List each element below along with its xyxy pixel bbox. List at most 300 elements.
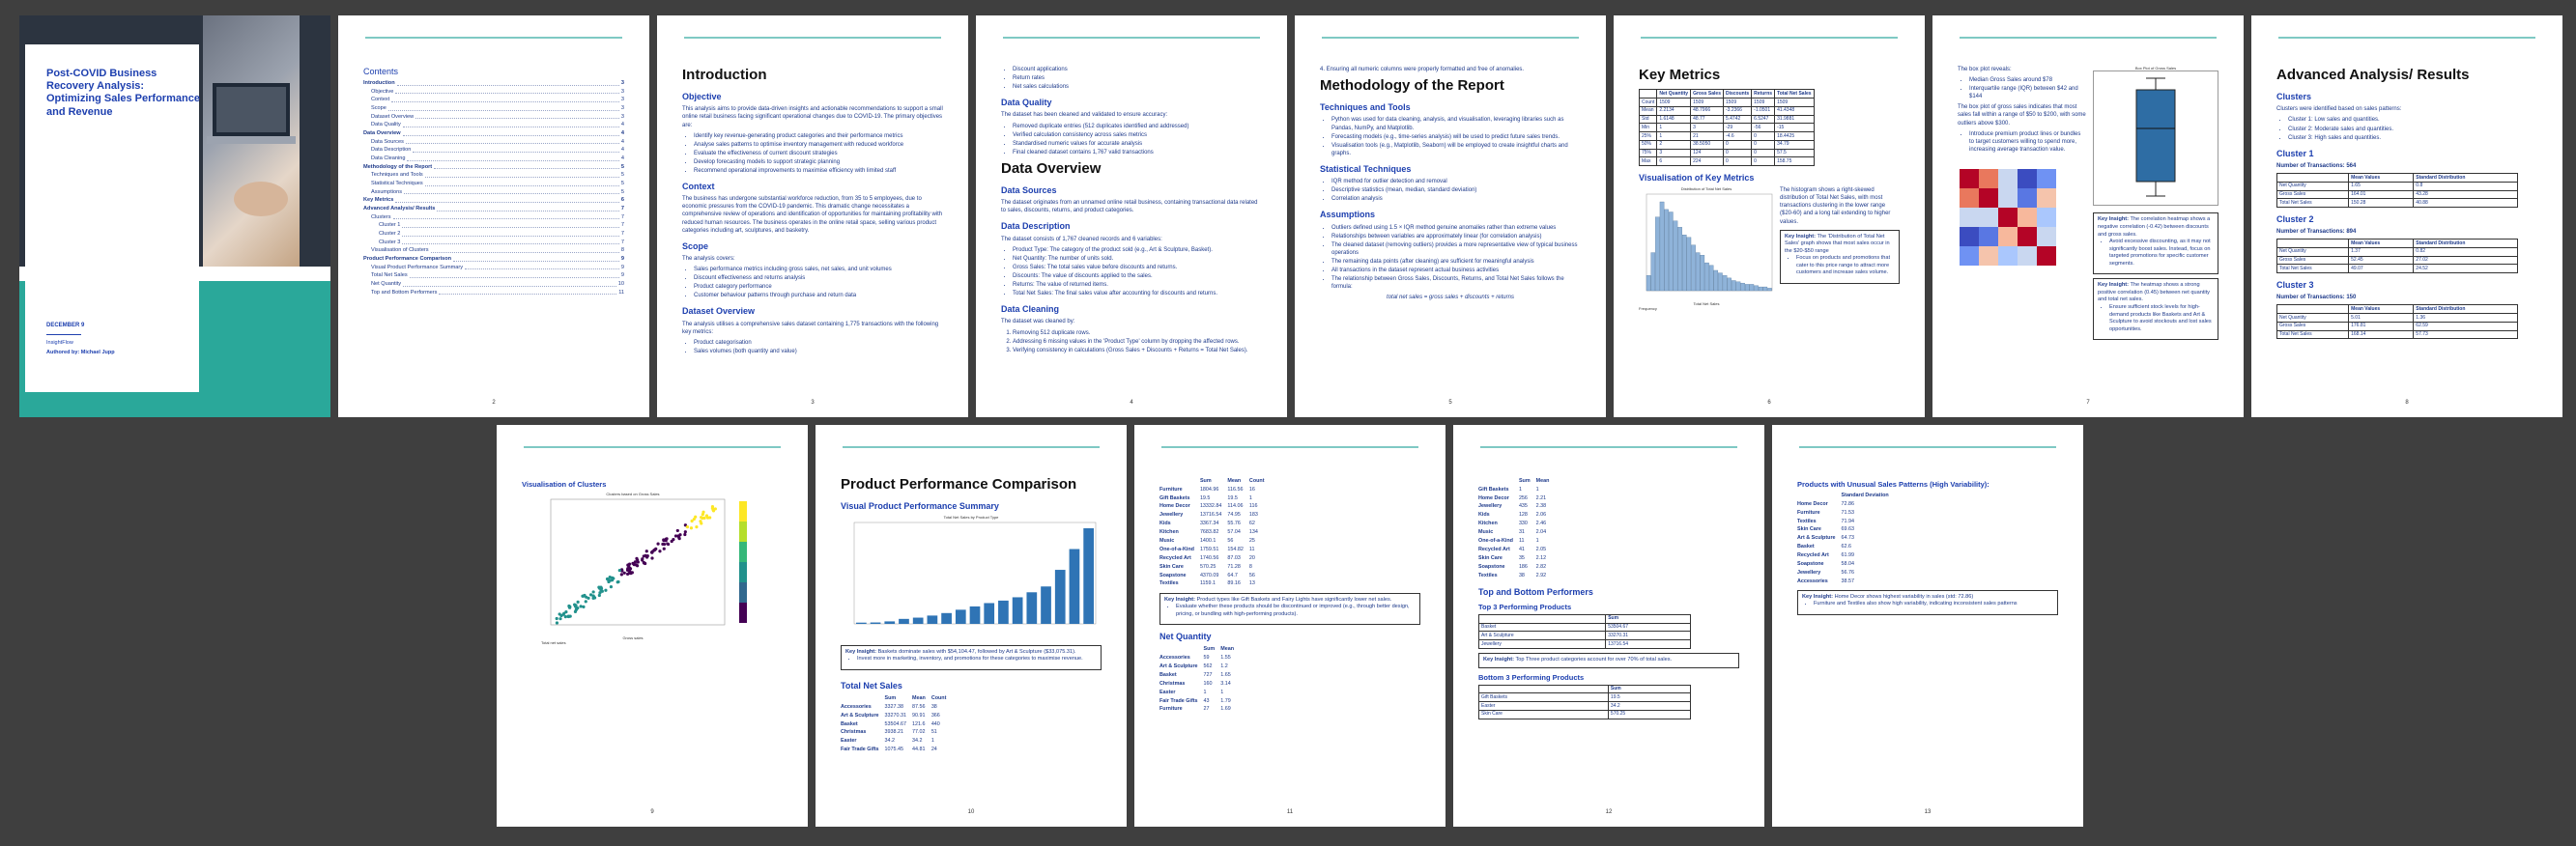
- toc-entry[interactable]: [363, 246, 624, 255]
- heatmap-cell: [1998, 227, 2018, 246]
- table-cell: 1: [1535, 486, 1539, 493]
- heatmap-cell: [2037, 188, 2056, 208]
- table-cell: 62: [1248, 521, 1255, 527]
- toc-entry[interactable]: [363, 88, 624, 97]
- table-cell: 1: [1248, 494, 1252, 501]
- visualisation-heading: Visualisation of Key Metrics: [1639, 173, 1755, 183]
- table-cell: 2: [1657, 140, 1691, 149]
- scatter-point: [598, 593, 601, 596]
- list-item: • Cluster 2: Moderate sales and quantities.: [2288, 126, 2537, 133]
- table-cell: 50%: [1640, 140, 1657, 149]
- table-cell: 1.79: [1220, 697, 1231, 704]
- table-cell: -56: [1752, 124, 1775, 132]
- histogram-bar: [1646, 275, 1650, 291]
- table-row: [1159, 706, 1240, 715]
- toc-entry[interactable]: [363, 213, 624, 222]
- table-cell: Soapstone: [1159, 572, 1187, 578]
- scatter-point: [672, 538, 674, 541]
- page-number: 10: [967, 809, 975, 815]
- toc-leader: [393, 213, 619, 220]
- visualisation-clusters-heading: Visualisation of Clusters: [522, 480, 607, 489]
- histogram-bar: [1767, 288, 1771, 291]
- colorbar-segment: [739, 501, 747, 522]
- toc-entry-title: Data Description: [371, 147, 412, 154]
- table-cell: Music: [1159, 538, 1175, 545]
- toc-entry[interactable]: [363, 155, 624, 163]
- list-item: • The cleaned dataset (removing outliers) provides a more representative view of typical business operations: [1331, 241, 1581, 257]
- histogram-bar: [1759, 287, 1762, 291]
- table-header-cell: [1479, 685, 1609, 693]
- correlation-heatmap: [1958, 167, 2064, 273]
- colorbar-segment: [739, 562, 747, 582]
- list-item: • Cluster 1: Low sales and quantities.: [2288, 116, 2537, 124]
- toc-entry[interactable]: [363, 180, 624, 188]
- scatter-point: [599, 585, 602, 588]
- table-cell: 33270.31: [1606, 632, 1691, 640]
- table-cell: 5.4742: [1723, 115, 1751, 124]
- table-cell: 0: [1752, 132, 1775, 141]
- insight-label: Key Insight:: [1802, 593, 1834, 600]
- table-cell: 33270.31: [884, 712, 907, 719]
- table-cell: 440: [930, 720, 940, 727]
- toc-entry[interactable]: [363, 188, 624, 197]
- table-cell: Home Decor: [1797, 500, 1828, 507]
- table-cell: 366: [930, 712, 940, 719]
- total-net-sales-table: [841, 694, 952, 754]
- insight-list: [2098, 304, 2214, 333]
- table-row: [1159, 546, 1271, 554]
- laptop-photo: [203, 15, 300, 267]
- heatmap-cell: [2018, 246, 2037, 266]
- header-rule: [1480, 446, 1737, 448]
- table-row: [2277, 256, 2518, 265]
- table-cell: 2.21: [1535, 494, 1547, 501]
- toc-entry[interactable]: [363, 121, 624, 129]
- insight-list: [845, 656, 1097, 663]
- toc-entry-title: Methodology of the Report: [363, 163, 433, 170]
- insight-label: Key Insight:: [2098, 282, 2130, 289]
- table-cell: 1: [1220, 689, 1224, 695]
- table-cell: Count: [1640, 99, 1657, 107]
- gross-sales-box-plot: [2093, 70, 2218, 206]
- toc-entry[interactable]: [363, 196, 624, 205]
- data-description-heading: Data Description: [1001, 221, 1071, 232]
- table-cell: 64.73: [1841, 535, 1855, 542]
- table-cell: Skin Care: [1797, 526, 1821, 533]
- table-cell: Jewellery: [1159, 512, 1184, 519]
- scatter-point: [574, 604, 577, 606]
- heatmap-cell: [1960, 246, 1979, 266]
- toc-entry-page: 4: [620, 147, 624, 154]
- table-cell: Accessories: [841, 703, 872, 710]
- insight-label: Key Insight:: [2098, 216, 2130, 223]
- table-row: [1159, 680, 1240, 689]
- table-cell: 154.82: [1227, 546, 1244, 552]
- toc-entry-title: Dataset Overview: [371, 113, 415, 120]
- table-cell: Recycled Art: [1159, 554, 1191, 561]
- toc-leader: [410, 271, 619, 278]
- toc-entry-page: 5: [620, 172, 624, 179]
- scatter-x-label: Gross sales: [622, 634, 644, 640]
- table-cell: 21: [1691, 132, 1724, 141]
- toc-entry[interactable]: [363, 129, 624, 138]
- table-header-row: [1797, 492, 1895, 500]
- table-cell: 2.05: [1535, 546, 1547, 552]
- table-row: [1797, 560, 1895, 569]
- table-header-cell: [1478, 477, 1519, 486]
- toc-entry-page: 4: [620, 138, 624, 145]
- table-cell: 41.4348: [1775, 106, 1814, 115]
- scatter-point: [618, 568, 621, 571]
- table-header-cell: Mean Values: [2349, 305, 2414, 314]
- insight-text: The 'Distribution of Total Net Sales' graph shows that most sales occur in the $20-$50 range: [1785, 233, 1890, 254]
- table-cell: 19.5: [1199, 494, 1211, 501]
- table-cell: 1509: [1775, 99, 1814, 107]
- table-cell: 1.6148: [1657, 115, 1691, 124]
- toc-entry-title: Data Sources: [371, 138, 404, 145]
- table-cell: 57.04: [1227, 529, 1241, 536]
- toc-leader: [415, 113, 619, 120]
- toc-entry-title: Visual Product Performance Summary: [371, 264, 464, 270]
- insight-text: Product types like Gift Baskets and Fairy Lights have significantly lower net sales.: [1196, 596, 1392, 603]
- scatter-point: [656, 542, 659, 545]
- scatter-point: [556, 621, 558, 624]
- toc-entry-page: 7: [620, 230, 624, 237]
- list-item: • Returns: The value of returned items.: [1013, 281, 1262, 289]
- scatter-point: [626, 567, 629, 570]
- table-cell: 13: [1248, 580, 1255, 587]
- table-cell: 11: [1518, 538, 1525, 545]
- toc-leader: [404, 188, 619, 195]
- cluster-count: Number of Transactions: 150: [2276, 295, 2357, 301]
- objective-heading: Objective: [682, 92, 722, 102]
- toc-leader: [403, 129, 619, 136]
- header-rule: [365, 37, 622, 39]
- histogram-bar: [1714, 270, 1718, 291]
- scatter-point: [631, 571, 634, 574]
- table-row: [841, 746, 952, 754]
- table-cell: Textiles: [1478, 572, 1498, 578]
- table-cell: 3938.21: [884, 729, 904, 736]
- list-item: • Cluster 3: High sales and quantities.: [2288, 134, 2537, 142]
- scatter-point: [637, 560, 640, 563]
- scatter-point: [654, 547, 657, 550]
- total-net-sales-heading: Total Net Sales: [841, 680, 902, 691]
- heatmap-cell: [1960, 227, 1979, 246]
- table-cell: 55.76: [1227, 521, 1241, 527]
- table-cell: 1509: [1657, 99, 1691, 107]
- toc-entry-title: Context: [371, 97, 390, 103]
- heatmap-cell: [1960, 169, 1979, 188]
- scatter-point: [712, 509, 715, 512]
- table-cell: 435: [1518, 503, 1528, 510]
- toc-entry[interactable]: [363, 230, 624, 239]
- header-rule: [1161, 446, 1418, 448]
- cluster-heading: Cluster 1: [2276, 148, 2314, 158]
- cover-page: [19, 15, 330, 417]
- table-cell: Std: [1640, 115, 1657, 124]
- table-cell: Art & Sculpture: [1159, 663, 1198, 669]
- table-row: [1159, 580, 1271, 589]
- heatmap-cell: [2037, 227, 2056, 246]
- table-row: [1797, 535, 1895, 544]
- table-cell: 1.69: [1220, 706, 1231, 713]
- table-cell: 27: [1203, 706, 1210, 713]
- table-row: [1478, 486, 1555, 494]
- list-item: • Correlation analysis: [1331, 195, 1581, 203]
- insight-text: The correlation heatmap shows a negative correlation (-0.42) between discounts and gross sales.: [2098, 216, 2211, 238]
- scatter-point: [674, 534, 677, 537]
- table-row: [1478, 572, 1555, 580]
- table-cell: 2.2134: [1657, 106, 1691, 115]
- toc-entry[interactable]: [363, 146, 624, 155]
- clusters-page: [2251, 15, 2562, 417]
- scatter-point: [676, 528, 679, 531]
- table-header-cell: Gross Sales: [1691, 90, 1724, 99]
- table-cell: 56: [1227, 538, 1234, 545]
- table-row: [2277, 265, 2518, 273]
- table-cell: 1.55: [1220, 655, 1231, 662]
- table-cell: Textiles: [1797, 518, 1817, 524]
- table-cell: 25%: [1640, 132, 1657, 141]
- toc-entry-title: Data Quality: [371, 122, 401, 128]
- toc-entry[interactable]: [363, 264, 624, 272]
- toc-entry[interactable]: [363, 271, 624, 280]
- list-item: • Net Quantity: The number of units sold.: [1013, 255, 1262, 263]
- key-insight-box: [1797, 590, 2058, 615]
- toc-entry[interactable]: [363, 104, 624, 113]
- colorbar-segment: [739, 582, 747, 603]
- table-row: [1159, 512, 1271, 521]
- table-header-cell: [1479, 614, 1606, 623]
- toc-entry[interactable]: [363, 289, 624, 297]
- table-cell: Jewellery: [1797, 569, 1821, 576]
- list-item: • Outliers defined using 1.5 × IQR method genuine anomalies rather than extreme values: [1331, 224, 1581, 232]
- toc-entry[interactable]: [363, 138, 624, 147]
- table-cell: Soapstone: [1797, 561, 1824, 568]
- cover-date: DECEMBER 9: [46, 323, 85, 328]
- variability-heading: Products with Unusual Sales Patterns (High Variability):: [1797, 480, 1989, 489]
- table-row: [1478, 512, 1555, 521]
- table-row: [1478, 503, 1555, 512]
- table-row: [1159, 654, 1240, 663]
- bar: [899, 619, 909, 624]
- insight-label: Key Insight:: [845, 648, 877, 655]
- table-row: [1478, 528, 1555, 537]
- table-cell: 114.06: [1227, 503, 1244, 510]
- scatter-point: [623, 571, 626, 574]
- table-cell: 0: [1752, 149, 1775, 157]
- statistical-list: [1320, 178, 1581, 203]
- table-header-cell: Sum: [884, 694, 897, 701]
- toc-leader: [402, 221, 618, 228]
- table-header-cell: Sum: [1606, 614, 1691, 623]
- table-cell: 48.77: [1691, 115, 1724, 124]
- toc-leader: [397, 79, 619, 86]
- table-header-cell: [841, 694, 885, 703]
- table-cell: 256: [1518, 494, 1528, 501]
- table-row: [1159, 537, 1271, 546]
- clusters-intro-list: [2276, 116, 2537, 141]
- table-row: [1478, 554, 1555, 563]
- toc-entry[interactable]: [363, 171, 624, 180]
- table-cell: 19.5: [1227, 494, 1238, 501]
- histogram-bar: [1678, 227, 1682, 291]
- scatter-point: [558, 617, 561, 620]
- list-item: 3. Verifying consistency in calculations (Gross Sales + Discounts + Returns = Total Net Sales).: [1013, 347, 1262, 354]
- bar: [984, 603, 994, 624]
- table-row: [1479, 710, 1691, 719]
- scatter-point: [645, 555, 648, 558]
- table-cell: 1075.45: [884, 747, 904, 753]
- table-cell: 0: [1752, 140, 1775, 149]
- scatter-point: [644, 561, 646, 564]
- table-cell: 134: [1248, 529, 1258, 536]
- table-row: [2277, 322, 2518, 330]
- table-cell: Max: [1640, 157, 1657, 166]
- table-cell: Easter: [1159, 689, 1176, 695]
- table-cell: 128: [1518, 512, 1528, 519]
- toc-page: [338, 15, 649, 417]
- cluster-heading: Cluster 3: [2276, 280, 2314, 291]
- list-item: • Net sales calculations: [1013, 83, 1262, 91]
- key-metrics-title: Key Metrics: [1639, 67, 1721, 83]
- table-cell: 48.7966: [1691, 106, 1724, 115]
- histogram-bar: [1750, 284, 1754, 291]
- toc-entry[interactable]: [363, 96, 624, 104]
- toc-leader: [403, 280, 616, 287]
- toc-entry-page: 9: [620, 272, 624, 279]
- scatter-point: [633, 563, 636, 566]
- cluster-table: [2276, 239, 2518, 273]
- table-cell: Gift Baskets: [1479, 693, 1609, 702]
- laptop-illustration: [203, 15, 300, 267]
- histogram-bar: [1687, 237, 1691, 290]
- toc-entry[interactable]: [363, 113, 624, 122]
- table-cell: 1: [1657, 132, 1691, 141]
- table-cell: 3327.38: [884, 703, 904, 710]
- table-header-row: [1640, 90, 1815, 99]
- table-cell: 1.65: [2349, 182, 2414, 190]
- table-cell: 1: [1535, 538, 1539, 545]
- heatmap-cell: [2018, 227, 2037, 246]
- list-item: • Return rates: [1013, 74, 1262, 82]
- scatter-y-label: Total net sales: [541, 640, 566, 645]
- toc-entry-title: Cluster 1: [379, 222, 401, 229]
- list-item: • Descriptive statistics (mean, median, standard deviation): [1331, 186, 1581, 194]
- introduction-page: [657, 15, 968, 417]
- toc-entry-page: 10: [617, 280, 624, 287]
- table-cell: 71.53: [1841, 509, 1855, 516]
- table-cell: 38: [930, 703, 937, 710]
- page-number: 9: [650, 809, 654, 815]
- key-insight-box: [1478, 653, 1739, 668]
- histogram-bar: [1718, 272, 1722, 290]
- heatmap-cell: [1979, 227, 1998, 246]
- table-cell: 34.2: [1608, 702, 1690, 711]
- toc-entry-title: Data Overview: [363, 130, 401, 137]
- table-header-cell: Standard Distribution: [2414, 240, 2518, 248]
- assumptions-list: [1320, 224, 1581, 292]
- table-cell: 150.28: [2349, 199, 2414, 208]
- toc-entry[interactable]: [363, 255, 624, 264]
- table-row: [2277, 199, 2518, 208]
- table-cell: 62.6: [1841, 544, 1852, 550]
- table-cell: Fair Trade Gifts: [841, 747, 879, 753]
- insight-list: [2098, 239, 2214, 268]
- table-cell: 43.28: [2414, 190, 2518, 199]
- table-row: [1640, 132, 1815, 141]
- list-item: • Focus on products and promotions that cater to this price range to attract more customers and increase sales volume.: [1796, 255, 1895, 277]
- toc-entry[interactable]: [363, 221, 624, 230]
- objective-list: [682, 132, 943, 175]
- header-rule: [524, 446, 781, 448]
- table-cell: 16: [1248, 486, 1255, 493]
- key-insight-box-1: [2093, 212, 2218, 274]
- table-row: [1797, 518, 1895, 526]
- table-cell: 13716.54: [1606, 640, 1691, 649]
- table-header-cell: Count: [930, 694, 947, 701]
- scatter-point: [635, 556, 638, 559]
- cluster-table: [2276, 304, 2518, 339]
- colorbar-segment: [739, 603, 747, 623]
- toc-entry-title: Introduction: [363, 80, 395, 87]
- toc-entry-page: 3: [620, 80, 624, 87]
- table-cell: Furniture: [1159, 486, 1183, 493]
- toc-entry[interactable]: [363, 79, 624, 88]
- scatter-point: [604, 588, 607, 591]
- scatter-point: [564, 615, 567, 618]
- scatter-point: [559, 613, 562, 616]
- histogram-bar: [1754, 285, 1758, 290]
- toc-leader: [388, 104, 619, 111]
- table-cell: 71.94: [1841, 518, 1855, 524]
- histogram-bar: [1669, 212, 1673, 290]
- toc-entry[interactable]: [363, 205, 624, 213]
- key-metrics-page: [1614, 15, 1925, 417]
- table-cell: 164.01: [2349, 190, 2414, 199]
- toc-entry[interactable]: [363, 163, 624, 172]
- list-item: • Sales volumes (both quantity and value): [694, 348, 943, 355]
- page-number: 3: [811, 400, 815, 406]
- toc-entry-page: 4: [620, 155, 624, 162]
- table-cell: 186: [1518, 563, 1528, 570]
- table-row: [841, 729, 952, 738]
- table-header-cell: [2277, 305, 2349, 314]
- toc-leader: [406, 138, 619, 145]
- list-item: • Develop forecasting models to support strategic planning: [694, 158, 943, 166]
- toc-entry[interactable]: [363, 239, 624, 247]
- list-item: 2. Addressing 6 missing values in the 'Product Type' column by dropping the affected rows.: [1013, 338, 1262, 346]
- scatter-point: [576, 606, 579, 609]
- net-quantity-heading: Net Quantity: [1159, 632, 1212, 642]
- toc-entry-page: 9: [620, 255, 624, 262]
- table-row: [1159, 520, 1271, 528]
- table-header-cell: Total Net Sales: [1775, 90, 1814, 99]
- table-cell: 116: [1248, 503, 1258, 510]
- toc-entry-page: 7: [620, 222, 624, 229]
- table-cell: 158.75: [1775, 157, 1814, 166]
- table-row: [841, 712, 952, 720]
- toc-entry[interactable]: [363, 280, 624, 289]
- table-header-cell: Standard Distribution: [2414, 174, 2518, 183]
- net-sales-histogram: [1639, 192, 1774, 298]
- table-cell: Basket: [1159, 671, 1177, 678]
- list-item: • Invest more in marketing, inventory, and promotions for these categories to maximise revenue.: [857, 656, 1097, 663]
- table-row: [1479, 640, 1691, 649]
- table-cell: 51: [930, 729, 937, 736]
- heatmap-cell: [2018, 188, 2037, 208]
